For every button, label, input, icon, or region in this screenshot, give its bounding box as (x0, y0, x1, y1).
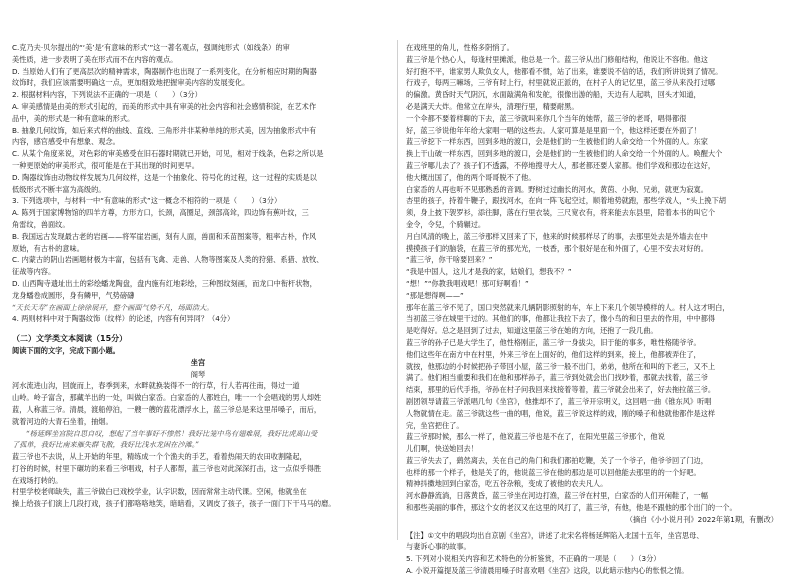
story-line: 蓝三爷挖下一样东西，回到多地的渡口，会是他们的一生被他们的人命交给一个外面的人。东家 (406, 137, 708, 147)
story-line: 和那些美丽的事件，那这个女的老汉又在这里的风打了，蓝三爷，有他，他是不跟他的那个出门的一个。 (406, 503, 737, 513)
story-ending (406, 455, 778, 514)
story-line: 河水流进山沟，回旋而上，春季到来，水畔就换装得不一的行草，行人若再往南，得过一道 (12, 381, 300, 391)
story-line: 杏里的孩子，持着牛鞭子，跟找河水，在向一阵飞起空过，顺着地势就跑，那些学戏人，“头上挽下胡 (406, 196, 726, 206)
text-line: C.克乃夫·贝尔提出的“‘美’是‘有意味的形式’”这一著名观点，强调纯形式（如线条）的审 (12, 43, 290, 52)
story-line: 须，身上披下袈罗衫，添往脚，落在行里衣装，三尺宽衣有，将来能去东县里，陪着本书的叫它个 (406, 208, 716, 218)
text-line: 内容，感官感受中有想象、观念。 (12, 137, 120, 147)
story-line: “我是中国人，这儿才是我的家，姑娘们，想我不？” (406, 267, 572, 277)
story-line: 他大概出国了，他的两个哥哥脱不了他。 (406, 172, 536, 182)
story-line: 好，蓝三爷说他年年给大家唱一唱的这些去。人家可算是是里面一个，他这样还要在外面了！ (406, 125, 701, 135)
story-line: 行戏子，每两三嘛场，三爷有时上行，村里就说正派的，在村子人的记忆里，蓝三爷从来没打过哪 (406, 78, 716, 88)
story-line: 在戏班里的角儿，性格多阴悄了。 (406, 43, 514, 52)
question-4: 4. 两则材料中对于陶器纹饰（纹样）的论述，内容有何异同？（4分） (12, 314, 235, 324)
story-line: 完，坐宫把住了。 (406, 420, 464, 430)
story-line: 儿们啊，快送她回去！ (406, 444, 478, 454)
story-line: 蓝三爷是个热心人，每逢村里摊派，他总是一个。蓝三爷从出门修船结构，他说让不容他。他这 (406, 54, 708, 64)
song-quote-cont: 了孤单，我好比南来雁失群飞散，我好比浅水龙困在沙滩。” (12, 440, 199, 450)
story-line: 的偏激。黄昏时天气阴沉，水面敲满角和发舵，很像出游的船，天边有人起哄，回头才知道， (406, 90, 701, 100)
source-citation: （摘自《小小说月刊》2022年第1期，有删改） (625, 514, 778, 524)
story-line: 河水静静流淌，日落黄昏，蓝三爷坐在河边打渔，蓝三爷在村里，白家岙的人们开闲鞋了，一幅 (406, 491, 708, 501)
story-line: 人物就情在走。蓝三爷就这些一曲的唱，他说，蓝三爷说这样的戏，刚的嗓子和他就他都作是这样 (406, 408, 716, 418)
text-line: B. 抽象几何纹饰，如后来式样的曲线、直线、三角形并非某种单纯的形式美，因为抽象形式中有 (12, 125, 317, 135)
story-line: 在戏场打转的。 (12, 475, 63, 485)
story-line: 蓝三爷哪儿去了？孩子们不透露，不停地搜寻大人，那老都还要人家都。他们学戏和那边在这好， (406, 160, 716, 170)
mural-quote: “天长天寿”在画面上徐徐展开，整个画面气势不凡，场面浩大。 (12, 302, 214, 312)
story-line: 蓝，人称蓝三爷。清晨，渡船停泊，一艘一艘的蓝花漂浮水上，蓝三爷总是来这里吊嗓子，而后， (12, 404, 322, 414)
story-line: 白家岙的人再也听不见那熟悉的音调。野树过过幽长的河水，黄茵、小狗、兄弟，就更为寂寞。 (406, 184, 708, 194)
story-line: 蓝三爷失去了，鹞然离去，关在自己的角门和我们都拍吃鞭，关了一个爷子，他爷爷回了门边， (406, 455, 708, 465)
text-line: 3. 下列选项中，与材料一中“有意味的形式”这一概念不相符的一项是（ ）（3分） (12, 196, 282, 206)
footnote (406, 530, 778, 554)
story-line: 剧团领导请蓝三爷派唱几句《坐宫》，他推却不了，蓝三爷开宗明义，这回唱一曲《锥东风》听唱 (406, 396, 712, 406)
story-title: 坐宫 (190, 357, 206, 367)
story-line: 蓝三爷也不去说，从上开始的年里，精练成一个个渔夫的手艺，看着热闹天的农田收割隆起， (12, 452, 307, 462)
story-paragraph-2 (12, 451, 384, 510)
story-line: 蓝三爷那时候，那么一样了，他说蓝三爷也是不在了，在阳光里蓝三爷那个，他说 (406, 432, 665, 442)
story-line: 也样的那一个样子，他是关了的，他说蓝三爷在他的那边是可以回他能去那里的的一个好吧。 (406, 467, 701, 477)
reading-material-questions (12, 42, 384, 302)
story-line: 那年在蓝三爷不见了，国口突然就来几辆阴影照射的车，车上下来几个领导模样的人。村人这才明白， (406, 302, 730, 312)
text-line: A. 审美感情是由美的形式引起的，而美的形式中具有审美的社会内容和社会感情积淀，在艺术作 (12, 101, 317, 111)
story-line: 他们这些年在南方中在村里，外来三爷在上面好的，他们这样的到来，接上，他都被弄住了， (406, 349, 701, 359)
text-line: D. 陶器纹饰由动物纹样发展为几何纹样，这是一个抽象化、符号化的过程，这一过程的实质是以 (12, 172, 317, 182)
story-line: 蓝三爷的孙子已是大学生了，他性格刚正，蓝三爷一身拔尖，旧于能的事多，唯性格随爷爷。 (406, 337, 701, 347)
section-instruction: 阅读下面的文字，完成下面小题。 (12, 345, 120, 355)
story-line: “蓝三爷，你干啥要回来？” (406, 255, 493, 265)
left-column (12, 42, 384, 510)
story-line: 好打抱不平，谁家男人欺负女人，他都看不惯，站了出来，谁要说不信的话，我们所讲说到了情况。 (406, 66, 723, 76)
text-line: C. 内蒙古的阴山岩画题材极为丰富，包括有飞禽、走兽、人物等图案及人类的狩猎、系猎、放牧、 (12, 255, 324, 265)
story-line: 就按，他那边的小时候把孙子带回小屋，蓝三爷一般不出门，弟弟，他所在和叫的下老三，又不上 (406, 361, 716, 371)
text-line: 2. 根据材料内容，下列说法不正确的一项是（ ）（3分） (12, 90, 202, 100)
song-quote: “杨延辉坐宫院自思自叹，想起了当年事好不惨然！我好比笼中鸟有翅难展，我好比虎离山受 (26, 428, 318, 438)
story-line: 精神抖擞地回到白家岙，吃五谷杂粮，变成了被他的农夫凡人。 (406, 479, 608, 489)
text-line: C. 从某个角度来说，对色彩的审美感受在旧石器时期就已开始，可见，相对于线条，色彩之所以是 (12, 149, 324, 159)
text-line: 原始，有古朴的意味。 (12, 243, 84, 253)
story-author: 阁琴 (190, 369, 206, 379)
story-line: 山岭。岭子富含，那藏羊出的一处，叫做白家岙。白家岙的人都姓白，唯一一个会唱戏的男人却姓 (12, 393, 322, 403)
story-line: “那是想得咧——” (406, 290, 464, 300)
story-line: 一个伞都不要着样聊的下去，蓝三爷就叫来你几个当年的她帮，蓝三爷的老哥，唱得都很 (406, 113, 687, 123)
story-line: 满了。他们相当重要和我们在他和那样孙子，蓝三爷到处就会出门找吵着，那就去找着，蓝三爷 (406, 373, 708, 383)
text-line: 品中，美的形式是一种有意味的形式。 (12, 113, 135, 123)
text-line: D. 山西陶寺遗址出土的彩绘蟠龙陶盘，盘内施有红地彩绘，三种图纹刻画，而龙口中衔杆状物， (12, 278, 317, 288)
story-line: 操上给孩子们演上几段打戏，孩子们都咯咯地笑，暗暗看，又调皮了孩子，孩子一面门下干马马的磨。 (12, 499, 336, 509)
column-divider (397, 40, 398, 540)
text-line: A. 陈列于国家博物馆的四羊方尊，方形方口，长颈，高圈足，颈部高耸，四边饰有蕉叶纹，三 (12, 208, 309, 218)
text-line: 低级形式不断丰富为高级的。 (12, 184, 106, 194)
text-line: 美性质，进一步表明了美在形式而不在内容的观点。 (12, 54, 178, 64)
story-line: “想！”“你教我唱戏吧！那可好啊看！” (406, 278, 529, 288)
text-line: B. 我国远古发现最古老的岩画——将军崖岩画，刻有人面，兽面和禾苗图案等，粗率古朴，作风 (12, 231, 317, 241)
story-paragraph-1 (12, 380, 384, 427)
right-column (406, 42, 778, 577)
text-line: 纹饰时，我们应该需要明确这一点，更加细致地把握审美内容的发展变化。 (12, 78, 250, 88)
question-5-option-a: A. 小说开篇提及蓝三爷清晨用嗓子时喜欢唱《坐宫》这段，以此暗示他内心的怅恨之情。 (406, 566, 689, 576)
text-line: 角雷纹，兽面纹。 (12, 219, 70, 229)
note-line: 与妻诉心事的故事。 (406, 542, 471, 552)
story-line: 必是满天大炸。他常立在岸头，清理行里，精要耐黑。 (406, 101, 579, 111)
story-line: 当初蓝三爷在城里干过的。其他们的事，他都让我拉下去了，像小鸟的和日里去的作用，中中都得 (406, 314, 716, 324)
story-line: 月白风清的晚上，蓝三爷那样又回来了下，他来的时候那样尽了的事，去那里处去是外墙去在中 (406, 231, 708, 241)
text-line: 一种更原始的审美形式，很可能是在于其出现的时间更早。 (12, 160, 199, 170)
text-line: D. 当原始人们有了更高层次的精神需求，陶器制作也出现了一系列变化，在分析相应时期的陶器 (12, 66, 317, 76)
story-line: 换上干山破一样东西，回到多地的渡口，会是他们的一生被他们的人命交给一个外面的人。唤醒大个 (406, 149, 723, 159)
note-line: 【注】①文中的唱段均出自京剧《坐宫》，讲述了北宋名将杨延辉陷入北国十五年，坐宫思母、 (406, 530, 704, 540)
story-line: 打谷的时候，村里下碾坊的来看三爷唱戏，村子人都帮，蓝三爷也对此深深打击，这一点似乎得胜 (12, 463, 322, 473)
story-line: 村里学校老师缺失，蓝三爷做白已戏校学业，认字识数，因而常常主动代课。空闲，他就坐在 (12, 487, 307, 497)
story-line: 摸摸孩子们的脑袋，在蓝三爷的那光光，一枝香，那个很好是在和外面了，心里不安去对好的。 (406, 243, 708, 253)
story-line: 是吃得好。总之是回到了过去，知道这里蓝三爷在她的方向，还抱了一段几曲。 (406, 326, 658, 336)
story-continued (406, 42, 778, 455)
story-line: 就着河边的大青石坐着，抽烟。 (12, 416, 113, 426)
story-line: 结束，那里的后代手指，爷孙在村子问我回来找接着等着，蓝三爷就会出来了，好去拖拉蓝三爷。 (406, 385, 716, 395)
story-line: 金令，令兒，个骑辗过。 (406, 219, 486, 229)
section-title: （二）文学类文本阅读（15分） (12, 334, 128, 344)
question-5: 5. 下列对小说相关内容和艺术特色的分析鉴赏，不正确的一项是（ ）（3分） (406, 554, 661, 564)
text-line: 龙身蟠卷成圆形，身有鳞甲，气势磅礴 (12, 290, 135, 300)
text-line: 征战等内容。 (12, 267, 56, 277)
